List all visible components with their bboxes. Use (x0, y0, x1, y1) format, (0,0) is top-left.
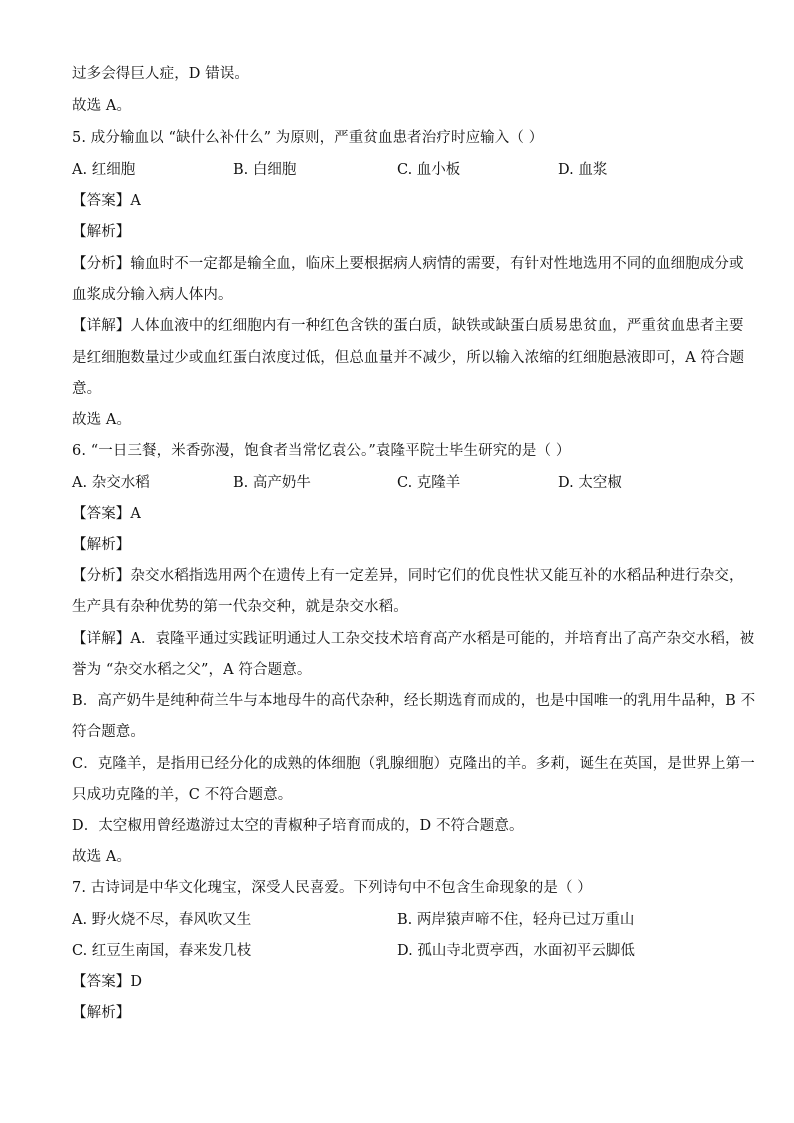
q6-jiexi-heading: 【解析】 (72, 537, 131, 553)
question-7: 7. 古诗词是中华文化瑰宝，深受人民喜爱。下列诗句中不包含生命现象的是（ ） (72, 880, 592, 896)
q5-jiexi-heading: 【解析】 (72, 224, 131, 240)
q7-option-d: D. 孤山寺北贾亭西，水面初平云脚低 (397, 943, 635, 959)
question-6: 6. “一日三餐，米香弥漫，饱食者当常忆袁公。”袁隆平院士毕生研究的是（ ） (72, 443, 571, 459)
q5-option-c: C. 血小板 (397, 162, 461, 178)
q6-option-c-explanation-1: C．克隆羊，是指用已经分化的成熟的体细胞（乳腺细胞）克隆出的羊。多莉，诞生在英国，是世界上第一 (72, 756, 755, 772)
q6-detail-line-2: 誉为 “杂交水稻之父”，A 符合题意。 (72, 662, 312, 678)
q6-analysis-line-2: 生产具有杂种优势的第一代杂交种，就是杂交水稻。 (72, 599, 408, 615)
q7-jiexi-heading: 【解析】 (72, 1005, 131, 1021)
q6-option-a: A. 杂交水稻 (72, 475, 150, 491)
q6-answer: 【答案】A (72, 506, 141, 522)
prev-select-line: 故选 A。 (72, 98, 132, 114)
q6-option-b-explanation-2: 符合题意。 (72, 724, 145, 740)
q6-select-line: 故选 A。 (72, 849, 132, 865)
q5-detail-line-2: 是红细胞数量过少或血红蛋白浓度过低，但总血量并不减少，所以输入浓缩的红细胞悬液即可，A 符合题 (72, 350, 745, 366)
q7-option-b: B. 两岸猿声啼不住，轻舟已过万重山 (397, 912, 635, 928)
q5-analysis-line-1: 【分析】输血时不一定都是输全血，临床上要根据病人病情的需要，有针对性地选用不同的血细胞成分或 (72, 256, 744, 272)
q7-option-c: C. 红豆生南国，春来发几枝 (72, 943, 252, 959)
q6-detail-line-1: 【详解】A．袁隆平通过实践证明通过人工杂交技术培育高产水稻是可能的，并培育出了高产杂交水稻，被 (72, 631, 755, 647)
q5-option-d: D. 血浆 (558, 162, 608, 178)
q6-option-c: C. 克隆羊 (397, 475, 461, 491)
q6-option-d-explanation: D．太空椒用曾经遨游过太空的青椒种子培育而成的，D 不符合题意。 (72, 818, 524, 834)
q5-option-b: B. 白细胞 (233, 162, 297, 178)
q7-option-a: A. 野火烧不尽，春风吹又生 (72, 912, 252, 928)
q7-answer: 【答案】D (72, 974, 143, 990)
q5-answer: 【答案】A (72, 193, 141, 209)
q6-option-b: B. 高产奶牛 (233, 475, 311, 491)
q5-option-a: A. 红细胞 (72, 162, 136, 178)
q6-option-b-explanation-1: B．高产奶牛是纯种荷兰牛与本地母牛的高代杂种，经长期选育而成的，也是中国唯一的乳用牛品种，B 不 (72, 693, 756, 709)
q5-analysis-line-2: 血浆成分输入病人体内。 (72, 287, 233, 303)
q6-option-d: D. 太空椒 (558, 475, 622, 491)
q5-detail-line-3: 意。 (72, 381, 102, 397)
q5-select-line: 故选 A。 (72, 412, 132, 428)
q5-detail-line-1: 【详解】人体血液中的红细胞内有一种红色含铁的蛋白质，缺铁或缺蛋白质易患贫血，严重贫血患者主要 (72, 318, 744, 334)
q6-option-c-explanation-2: 只成功克隆的羊，C 不符合题意。 (72, 787, 293, 803)
prev-answer-tail: 过多会得巨人症，D 错误。 (72, 66, 250, 82)
question-5: 5. 成分输血以 “缺什么补什么” 为原则，严重贫血患者治疗时应输入（ ） (72, 130, 544, 146)
q6-analysis-line-1: 【分析】杂交水稻指选用两个在遗传上有一定差异，同时它们的优良性状又能互补的水稻品种进行杂交， (72, 568, 744, 584)
